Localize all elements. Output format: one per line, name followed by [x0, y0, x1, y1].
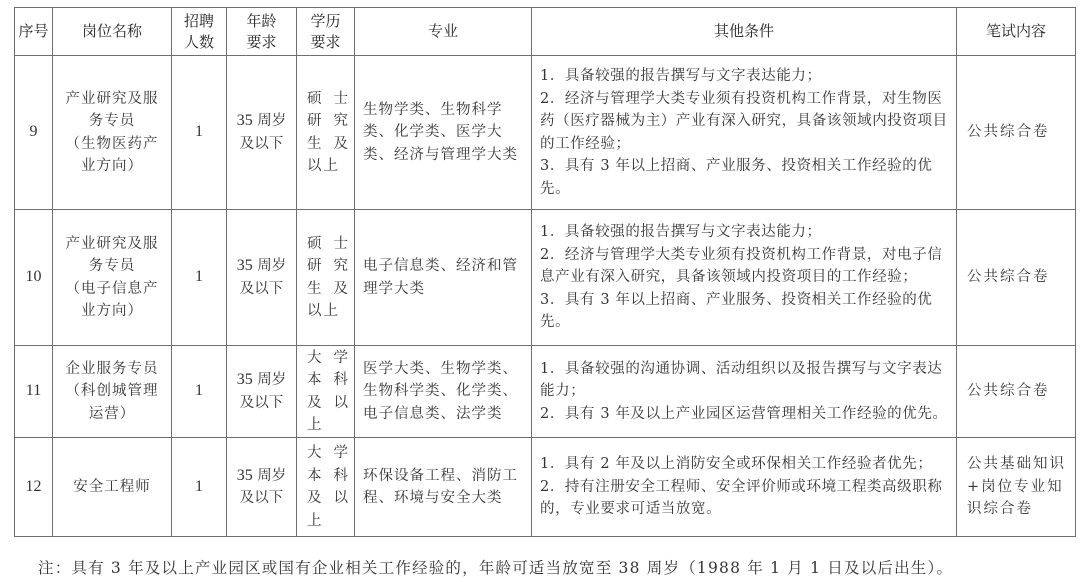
age-number: 35: [236, 371, 253, 388]
position-line: 产业研究及服: [65, 235, 159, 252]
cell-education: 硕士研究生及以上: [297, 56, 355, 210]
condition-item: 2．持有注册安全工程师、安全评价师或环境工程类高级职称的，专业要求可适当放宽。: [540, 478, 943, 518]
recruitment-table-container: [14, 7, 1076, 537]
header-education-line1: 学历: [310, 11, 341, 30]
cell-education: 硕士研究生及以上: [297, 210, 355, 346]
cell-count: 1: [172, 438, 227, 537]
cell-age: [227, 210, 297, 346]
condition-item: 1．具备较强的报告撰写与文字表达能力；: [540, 68, 822, 84]
header-age-line1: 年龄: [246, 11, 277, 30]
position-line: （科创城管理: [65, 383, 159, 400]
cell-no: 9: [15, 56, 53, 210]
condition-item: 2．具有 3 年及以上产业园区运营管理相关工作经验的优先。: [540, 405, 948, 422]
age-qualifier: 及以下: [239, 490, 284, 506]
condition-item: 3．具有 3 年以上招商、产业服务、投资相关工作经验的优先。: [540, 158, 933, 197]
table-row: [15, 56, 1076, 210]
condition-item: 2．经济与管理学大类专业须有投资机构工作背景，对电子信息产业有深入研究，具备该领域内投资项目的工作经验；: [540, 246, 943, 286]
condition-item: 3．具有 3 年以上招商、产业服务、投资相关工作经验的优先。: [540, 291, 933, 331]
cell-position: [53, 210, 172, 346]
cell-conditions: [532, 346, 957, 438]
age-qualifier: 及以下: [239, 280, 284, 297]
header-education: [297, 8, 355, 56]
cell-major: 环保设备工程、消防工程、环境与安全大类: [355, 438, 532, 537]
cell-exam: 公共综合卷: [957, 56, 1076, 210]
age-number: 35: [236, 112, 253, 129]
table-row: [15, 210, 1076, 346]
header-conditions: 其他条件: [532, 8, 957, 56]
position-line: 企业服务专员: [65, 360, 159, 377]
header-education-line2: 要求: [310, 32, 341, 51]
header-age-line2: 要求: [246, 32, 277, 51]
position-line: 业方向）: [81, 303, 143, 319]
position-line: 务专员: [88, 258, 136, 274]
position-line: 务专员: [88, 113, 136, 129]
condition-item: 1．具备较强的沟通协调、活动组织以及报告撰写与文字表达能力；: [540, 360, 943, 400]
age-unit: 周岁: [252, 258, 287, 274]
cell-count: 1: [172, 210, 227, 346]
cell-no: 11: [15, 346, 53, 438]
position-line: （电子信息产: [65, 280, 159, 297]
cell-no: 12: [15, 438, 53, 537]
cell-count: 1: [172, 56, 227, 210]
cell-major: 医学大类、生物学类、生物科学类、化学类、电子信息类、法学类: [355, 346, 532, 438]
cell-conditions: [532, 56, 957, 210]
recruitment-table: [14, 7, 1076, 537]
table-row: [15, 346, 1076, 438]
cell-education: 大学本科及以上: [297, 346, 355, 438]
age-unit: 周岁: [252, 372, 287, 388]
age-qualifier: 及以下: [239, 394, 284, 411]
age-unit: 周岁: [252, 467, 287, 484]
position-line: （生物医药产: [65, 135, 159, 152]
cell-major: 电子信息类、经济和管理学大类: [355, 210, 532, 346]
age-qualifier: 及以下: [239, 135, 284, 152]
header-exam: 笔试内容: [957, 8, 1076, 56]
cell-position: [53, 56, 172, 210]
header-age: [227, 8, 297, 56]
cell-position: [53, 346, 172, 438]
header-major: 专业: [355, 8, 532, 56]
cell-conditions: [532, 438, 957, 537]
footnote: 注：具有 3 年及以上产业园区或国有企业相关工作经验的，年龄可适当放宽至 38 周岁（1988 年 1 月 1 日及以后出生）。: [38, 559, 954, 577]
cell-major: 生物学类、生物科学类、化学类、医学大类、经济与管理学大类: [355, 56, 532, 210]
cell-exam: 公共基础知识+岗位专业知识综合卷: [957, 438, 1076, 537]
header-count-line2: 人数: [183, 32, 214, 51]
header-count-line1: 招聘: [183, 11, 214, 30]
header-count: [172, 8, 227, 56]
cell-age: [227, 438, 297, 537]
position-line: 安全工程师: [73, 478, 151, 495]
position-line: 运营）: [88, 405, 136, 422]
age-number: 35: [236, 257, 253, 274]
cell-exam: 公共综合卷: [957, 210, 1076, 346]
header-position: 岗位名称: [53, 8, 172, 56]
cell-age: [227, 346, 297, 438]
cell-conditions: [532, 210, 957, 346]
cell-position: [53, 438, 172, 537]
condition-item: 2．经济与管理学大类专业须有投资机构工作背景，对生物医药（医疗器械为主）产业有深入研究，具备该领域内投资项目的工作经验；: [540, 90, 948, 152]
position-line: 业方向）: [81, 158, 143, 174]
cell-exam: 公共综合卷: [957, 346, 1076, 438]
condition-item: 1．具有 2 年及以上消防安全或环保相关工作经验者优先；: [540, 456, 933, 473]
position-line: 产业研究及服: [65, 90, 159, 107]
age-number: 35: [236, 466, 253, 484]
cell-count: 1: [172, 346, 227, 438]
table-row: [15, 438, 1076, 537]
header-no: 序号: [15, 8, 53, 56]
condition-item: 1．具备较强的报告撰写与文字表达能力；: [540, 224, 822, 241]
age-unit: 周岁: [252, 113, 287, 129]
cell-no: 10: [15, 210, 53, 346]
header-row: [15, 8, 1076, 56]
cell-education: 大学本科及以上: [297, 438, 355, 537]
cell-age: [227, 56, 297, 210]
